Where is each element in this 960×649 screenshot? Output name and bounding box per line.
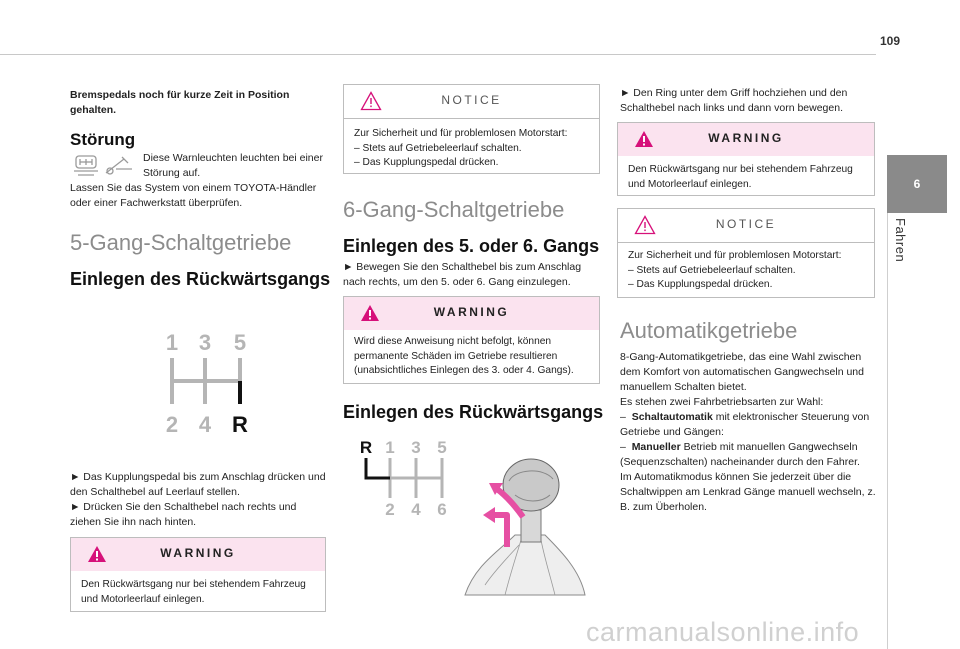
heading-5-oder-6: Einlegen des 5. oder 6. Gangs [343, 236, 600, 256]
warning-box-3 [617, 122, 875, 196]
side-tab-rule [887, 213, 888, 649]
chapter-tab-number[interactable]: 6 [887, 155, 947, 213]
watermark: carmanualsonline.info [586, 617, 860, 647]
warning-text: Den Rückwärtsgang nur bei stehendem Fahrzeug und Motorleerlauf einlegen. [81, 579, 306, 605]
column-1 [70, 88, 326, 118]
heading-stoerung: Störung [70, 130, 136, 149]
heading-automatik: Automatikgetriebe [620, 318, 798, 343]
step-1: ► Das Kupplungspedal bis zum Anschlag drücken und den Schalthebel auf Leerlauf stellen. [70, 471, 326, 498]
notice-box-2 [617, 208, 875, 298]
stoerung-text-1: Diese Warnleuchten leuchten bei einer Störung auf. [143, 152, 323, 179]
gear-lever-illustration [455, 455, 590, 600]
gear-label: 4 [411, 500, 421, 519]
warning-text: Wird diese Anweisung nicht befolgt, können permanente Schäden im Getriebe resultieren (unabsichtliches Einlegen des 3. oder 4. Gangs). [354, 336, 574, 376]
heading-rueckwaerts-2: Einlegen des Rückwärtsgangs [343, 402, 604, 422]
warning-title: WARNING [160, 546, 236, 560]
intro-text: Bremspedals noch für kurze Zeit in Position gehalten. [70, 89, 290, 116]
notice-line: Zur Sicherheit und für problemlosen Motorstart: [354, 128, 568, 139]
warning-box-1 [70, 537, 326, 612]
heading-rueckwaerts-1: Einlegen des Rückwärtsgangs [70, 269, 331, 289]
item-rest: Betrieb mit manuellen Gangwechseln (Sequenzschalten) nacheinander durch den Fahrer. [620, 441, 860, 468]
gear-label: 1 [385, 438, 395, 457]
notice-line: – Stets auf Getriebeleerlauf schalten. [628, 264, 796, 276]
page-number: 109 [880, 34, 901, 48]
gear-shift-diagram-6 [358, 436, 458, 520]
gear-label: 3 [198, 330, 212, 355]
automatik-paragraph: Es stehen zwei Fahrbetriebsarten zur Wahl: [620, 396, 824, 408]
chapter-tab-label: Fahren [893, 218, 908, 263]
automatik-list-item: – Manueller Betrieb mit manuellen Gangwechseln (Sequenzschalten) nacheinander durch den Fahrer. [620, 441, 860, 468]
automatik-paragraph: Im Automatikmodus können Sie jederzeit über die Schaltwippen am Lenkrad Gänge manuell wechseln, z. B. zum Überholen. [620, 471, 876, 513]
notice-text [354, 127, 591, 171]
gearbox-warning-lamps-icon [72, 153, 140, 179]
notice-title: NOTICE [715, 217, 777, 231]
gear-label: 5 [437, 438, 447, 457]
gear-label-reverse: R [232, 412, 248, 436]
gear-label: 3 [411, 438, 421, 457]
warning-title: WARNING [433, 305, 510, 319]
automatik-text [620, 350, 876, 515]
notice-line: – Das Kupplungspedal drücken. [354, 157, 499, 168]
notice-text [628, 249, 866, 293]
notice-box-1 [343, 84, 600, 174]
gear-label-reverse: R [359, 438, 373, 457]
item-bold: Schaltautomatik [631, 411, 713, 423]
step-5-6: ► Bewegen Sie den Schalthebel bis zum Anschlag nach rechts, um den 5. oder 6. Gang einzulegen. [343, 261, 582, 288]
gear-label: 4 [198, 412, 212, 436]
gear-label: 5 [233, 330, 247, 355]
stoerung-text-2: Lassen Sie das System von einem TOYOTA-Händler oder einer Fachwerkstatt überprüfen. [70, 182, 317, 209]
heading-5-gang: 5-Gang-Schaltgetriebe [70, 230, 292, 255]
item-rest: mit elektronischer Steuerung von Getriebe und Gängen: [620, 411, 870, 438]
warning-text: Den Rückwärtsgang nur bei stehendem Fahrzeug und Motorleerlauf einlegen. [628, 164, 853, 190]
warning-box-2 [343, 296, 600, 384]
gear-shift-diagram-5 [160, 328, 260, 436]
notice-line: – Stets auf Getriebeleerlauf schalten. [354, 142, 522, 154]
gear-label: 2 [165, 412, 179, 436]
notice-title: NOTICE [441, 93, 502, 107]
header-rule [0, 54, 876, 55]
gear-label: 1 [165, 330, 179, 355]
warning-title: WARNING [708, 131, 784, 145]
step-ring: ► Den Ring unter dem Griff hochziehen und den Schalthebel nach links und dann vorn bewegen. [620, 87, 848, 114]
automatik-list-item: – Schaltautomatik mit elektronischer Steuerung von Getriebe und Gängen: [620, 411, 870, 438]
step-2: ► Drücken Sie den Schalthebel nach rechts und ziehen Sie ihn nach hinten. [70, 501, 297, 528]
heading-6-gang: 6-Gang-Schaltgetriebe [343, 197, 565, 222]
gear-label: 2 [385, 500, 395, 519]
automatik-paragraph: 8-Gang-Automatikgetriebe, das eine Wahl zwischen dem Komfort von automatischen Gangwechseln und manuellem Schalten bietet. [620, 351, 864, 393]
notice-line: – Das Kupplungspedal drücken. [628, 279, 773, 290]
item-bold: Manueller [631, 441, 681, 453]
gear-label: 6 [437, 500, 447, 519]
notice-line: Zur Sicherheit und für problemlosen Motorstart: [628, 250, 842, 261]
